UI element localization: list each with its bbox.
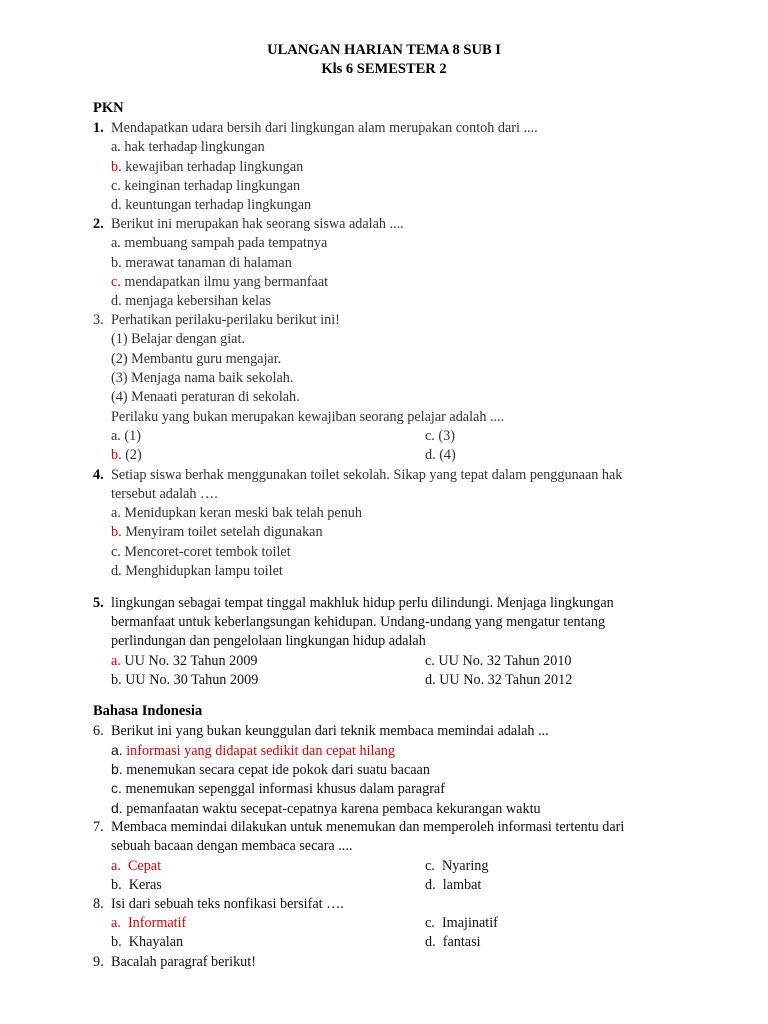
question-4 — [93, 466, 622, 485]
option-6b: b. menemukan secara cepat ide pokok dari suatu bacaan — [111, 761, 430, 778]
list-item: (4) Menaati peraturan di sekolah. — [111, 389, 300, 405]
question-5 — [93, 594, 614, 613]
option-7b: b. Keras — [111, 877, 162, 893]
question-text: Membaca memindai dilakukan untuk menemukan dan memperoleh informasi tertentu dari — [111, 819, 625, 835]
section-heading-pkn: PKN — [93, 100, 124, 116]
option-4a: a. Menidupkan keran meski bak telah penuh — [111, 505, 362, 521]
option-7a-answer: a. Cepat — [111, 858, 162, 874]
list-item: (3) Menjaga nama baik sekolah. — [111, 370, 294, 386]
option-6c: c. menemukan sepenggal informasi khusus dalam paragraf — [111, 780, 445, 797]
question-number: 2. — [93, 216, 104, 232]
question-text: Bacalah paragraf berikut! — [111, 954, 256, 970]
question-number: 7. — [93, 819, 104, 835]
question-8 — [93, 895, 344, 914]
option-2b: b. merawat tanaman di halaman — [111, 255, 292, 271]
question-number: 1. — [93, 120, 104, 136]
question-3 — [93, 311, 340, 330]
option-1b-answer: b. kewajiban terhadap lingkungan — [111, 159, 304, 175]
option-4d: d. Menghidupkan lampu toilet — [111, 563, 283, 579]
question-text: Perhatikan perilaku-perilaku berikut ini! — [111, 312, 340, 328]
option-8b: b. Khayalan — [111, 934, 184, 950]
option-5a-answer: a. UU No. 32 Tahun 2009 — [111, 653, 258, 669]
question-number: 8. — [93, 896, 104, 912]
option-3d: d. (4) — [425, 447, 456, 463]
option-5b: b. UU No. 30 Tahun 2009 — [111, 672, 259, 688]
question-text: lingkungan sebagai tempat tinggal makhluk hidup perlu dilindungi. Menjaga lingkungan — [111, 595, 614, 611]
question-number: 9. — [93, 954, 104, 970]
question-7 — [93, 818, 624, 837]
question-number: 5. — [93, 595, 104, 611]
question-number: 3. — [93, 312, 104, 328]
question-text-continued: perlindungan dan pengelolaan lingkungan hidup adalah — [111, 633, 426, 649]
option-3c: c. (3) — [425, 428, 455, 444]
question-9 — [93, 953, 256, 972]
option-7d: d. lambat — [425, 877, 482, 893]
list-item: (2) Membantu guru mengajar. — [111, 351, 282, 367]
option-2a: a. membuang sampah pada tempatnya — [111, 235, 328, 251]
question-text: Berikut ini merupakan hak seorang siswa adalah .... — [111, 216, 404, 232]
option-5c: c. UU No. 32 Tahun 2010 — [425, 653, 572, 669]
question-number: 6. — [93, 723, 104, 739]
option-4b-answer: b. Menyiram toilet setelah digunakan — [111, 524, 323, 540]
document-subtitle: Kls 6 SEMESTER 2 — [321, 61, 447, 77]
option-3b-answer: b. (2) — [111, 447, 142, 463]
option-4c: c. Mencoret-coret tembok toilet — [111, 544, 291, 560]
question-text: Berikut ini yang bukan keunggulan dari teknik membaca memindai adalah ... — [111, 723, 549, 739]
option-8a-answer: a. Informatif — [111, 915, 187, 931]
option-2c-answer: c. mendapatkan ilmu yang bermanfaat — [111, 274, 329, 290]
list-item: (1) Belajar dengan giat. — [111, 331, 245, 347]
question-text: Mendapatkan udara bersih dari lingkungan alam merupakan contoh dari .... — [111, 120, 538, 136]
question-text: Setiap siswa berhak menggunakan toilet sekolah. Sikap yang tepat dalam penggunaan hak — [111, 467, 623, 483]
question-text-continued: tersebut adalah …. — [111, 486, 218, 502]
option-7c: c. Nyaring — [425, 858, 489, 874]
option-3a: a. (1) — [111, 428, 141, 444]
option-1d: d. keuntungan terhadap lingkungan — [111, 197, 312, 213]
section-heading-bahasa: Bahasa Indonesia — [93, 703, 203, 719]
question-text-continued: bermanfaat untuk keberlangsungan kehidupan. Undang-undang yang mengatur tentang — [111, 614, 606, 630]
question-prompt: Perilaku yang bukan merupakan kewajiban seorang pelajar adalah .... — [111, 409, 505, 425]
question-6 — [93, 722, 549, 741]
option-8c: c. Imajinatif — [425, 915, 498, 931]
question-1 — [93, 119, 538, 138]
question-number: 4. — [93, 467, 104, 483]
option-8d: d. fantasi — [425, 934, 481, 950]
question-text: Isi dari sebuah teks nonfikasi bersifat …. — [111, 896, 344, 912]
option-6d: d. pemanfaatan waktu secepat-cepatnya karena pembaca kekurangan waktu — [111, 800, 541, 817]
option-2d: d. menjaga kebersihan kelas — [111, 293, 271, 309]
option-5d: d. UU No. 32 Tahun 2012 — [425, 672, 573, 688]
document-title: ULANGAN HARIAN TEMA 8 SUB I — [267, 42, 501, 58]
option-6a-answer: a. informasi yang didapat sedikit dan cepat hilang — [111, 742, 395, 759]
question-2 — [93, 215, 404, 234]
option-1c: c. keinginan terhadap lingkungan — [111, 178, 301, 194]
question-text-continued: sebuah bacaan dengan membaca secara .... — [111, 838, 353, 854]
option-1a: a. hak terhadap lingkungan — [111, 139, 265, 155]
